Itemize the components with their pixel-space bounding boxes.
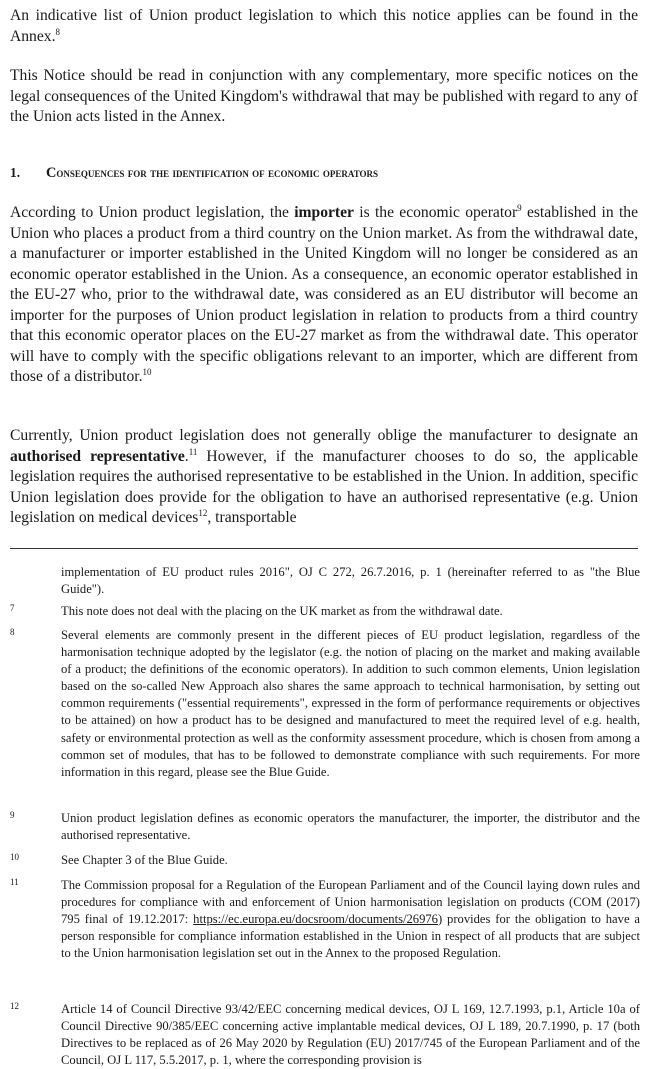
- footnote-text: See Chapter 3 of the Blue Guide.: [61, 853, 228, 867]
- footnote-mark: 10: [10, 852, 19, 862]
- footnote-ref[interactable]: 9: [517, 202, 522, 213]
- footnote-mark: 8: [10, 627, 15, 637]
- footnote-continued: [10, 564, 640, 598]
- footnote-7: [10, 603, 640, 620]
- paragraph-text: Currently, Union product legislation does not generally oblige the manufacturer to designate an: [10, 427, 638, 444]
- docsroom-link[interactable]: https://ec.europa.eu/docsroom/documents/26976: [193, 912, 438, 927]
- paragraph-text: According to Union product legislation, the: [10, 204, 295, 221]
- footnote-mark: 12: [10, 1001, 19, 1011]
- paragraph-text: An indicative list of Union product legislation to which this notice applies can be found in the Annex.: [10, 7, 638, 45]
- paragraph-importer: [10, 203, 638, 388]
- footnote-text: Union product legislation defines as economic operators the manufacturer, the importer, the distributor and the authorised representative.: [61, 811, 640, 843]
- footnote-mark: 7: [10, 603, 15, 613]
- footnote-ref[interactable]: 12: [198, 507, 208, 518]
- paragraph-annex-list: [10, 6, 638, 47]
- paragraph-text: , transportable: [207, 509, 297, 526]
- term-importer: importer: [294, 204, 354, 221]
- footnote-text-part: ) provides for the obligation to have a person responsible for compliance information established in the Union in respect of all products that are subject to the Union harmonisation legislation set out in the Annex to the proposed Regulation.: [61, 912, 640, 961]
- term-authorised-representative: authorised representative: [10, 447, 185, 465]
- section-heading: [10, 165, 638, 182]
- footnote-separator: [10, 548, 638, 549]
- footnote-9: [10, 810, 640, 844]
- footnote-text-part: The Commission proposal for a Regulation of the European Parliament and of the Council laying down rules and procedures for compliance with and enforcement of Union harmonisation legislation on products (COM (2017) 795 final of 19.12.2017:: [61, 878, 640, 927]
- footnote-mark: 11: [10, 877, 19, 887]
- footnote-ref[interactable]: 8: [55, 26, 60, 37]
- paragraph-text: .: [184, 447, 189, 465]
- section-title-initial: C: [46, 165, 57, 181]
- paragraph-text: is the economic operator: [353, 204, 518, 221]
- footnote-text: This note does not deal with the placing on the UK market as from the withdrawal date.: [61, 604, 503, 618]
- paragraph-complementary-notices: This Notice should be read in conjunction with any complementary, more specific notices on the legal consequences of the United Kingdom's withdrawal that may be published with regard to any of the Union acts listed in the Annex.: [10, 67, 638, 125]
- footnote-text: Several elements are commonly present in the different pieces of EU product legislation, regardless of the harmonisation technique adopted by the legislator (e.g. the notion of placing on the market and making available of a product; the definitions of the economic operators). In addition to such common elements, Union legislation based on the so-called New Approach also shares the same approach to technical harmonisation, by setting out common requirements ("essential requirements", expressed in the form of performance requirements or objectives to be attained) on how a product has to be designed and manufactured to meet the required level of e.g. health, safety or environmental protection as well as the conformity assessment procedure, which is chosen from among a common set of modules, that has to be followed to demonstrate compliance with such requirements. For more information in this regard, please see the Blue Guide.: [61, 628, 640, 779]
- section-number: 1.: [10, 165, 21, 180]
- footnote-text: implementation of EU product rules 2016", OJ C 272, 26.7.2016, p. 1 (hereinafter referred to as "the Blue Guide").: [61, 565, 640, 597]
- footnote-text: Article 14 of Council Directive 93/42/EEC concerning medical devices, OJ L 169, 12.7.1993, p.1, Article 10a of Council Directive 90/385/EEC concerning active implantable medical devices, OJ L 189, 20.7.1990, p. 17 (both Directives to be replaced as of 26 May 2020 by Regulation (EU) 2017/745 of the European Parliament and of the Council, OJ L 117, 5.5.2017, p. 1, where the corresponding provision is: [61, 1002, 640, 1068]
- paragraph-text: established in the Union who places a product from a third country on the Union market. As from the withdrawal date, a manufacturer or importer established in the United Kingdom will no longer be considered as an economic operator established in the Union. As a consequence, an economic operator established in the EU-27 who, prior to the withdrawal date, was considered as an EU distributor will become an importer for the purposes of Union product legislation in relation to products from a third country that this economic operator places on the EU-27 market as from the withdrawal date. This operator will have to comply with the specific obligations relevant to an importer, which are different from those of a distributor.: [10, 204, 638, 385]
- section-title: onsequences for the identification of economic operators: [56, 165, 379, 180]
- footnote-text: [61, 877, 640, 962]
- paragraph-text: However, if the manufacturer chooses to do so, the applicable legislation requires the authorised representative to be established in the Union. In addition, specific Union legislation does provide for the obligation to have an authorised representative (e.g. Union legislation on medical devices: [10, 447, 638, 526]
- footnote-mark: 9: [10, 810, 15, 820]
- footnote-10: [10, 852, 640, 869]
- paragraph-authorised-representative: [10, 426, 638, 529]
- footnote-11: [10, 877, 640, 962]
- footnote-8: [10, 627, 640, 781]
- footnote-12: [10, 1001, 640, 1069]
- footnote-ref[interactable]: 11: [188, 446, 198, 457]
- footnote-ref[interactable]: 10: [142, 366, 152, 377]
